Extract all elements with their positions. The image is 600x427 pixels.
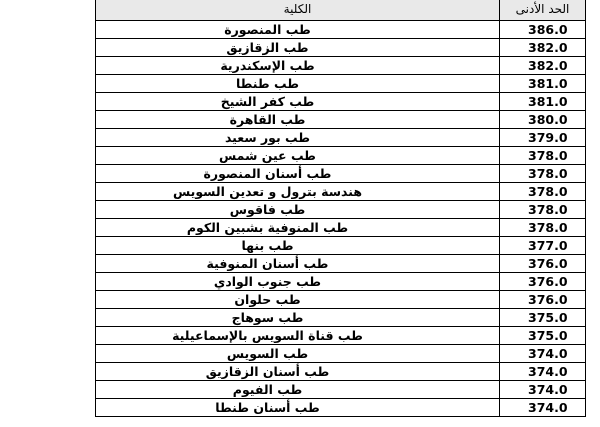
min-score-cell: 374.0 — [500, 381, 586, 399]
college-name-cell: طب الفيوم — [96, 381, 500, 399]
college-name-cell: طب سوهاج — [96, 309, 500, 327]
min-score-cell: 376.0 — [500, 255, 586, 273]
table-row — [96, 381, 586, 399]
min-score-cell: 380.0 — [500, 111, 586, 129]
admission-scores-table — [95, 0, 586, 417]
header-min-score: الحد الأدنى — [500, 0, 586, 21]
min-score-cell: 378.0 — [500, 183, 586, 201]
table-row — [96, 255, 586, 273]
table-row — [96, 165, 586, 183]
min-score-cell: 378.0 — [500, 147, 586, 165]
table-row — [96, 273, 586, 291]
table-header-row — [96, 0, 586, 21]
min-score-cell: 376.0 — [500, 273, 586, 291]
college-name-cell: طب عين شمس — [96, 147, 500, 165]
table-row — [96, 75, 586, 93]
table-row — [96, 129, 586, 147]
min-score-cell: 378.0 — [500, 165, 586, 183]
college-name-cell: طب جنوب الوادي — [96, 273, 500, 291]
college-name-cell: طب السويس — [96, 345, 500, 363]
college-name-cell: طب القاهرة — [96, 111, 500, 129]
college-name-cell: طب فاقوس — [96, 201, 500, 219]
min-score-cell: 376.0 — [500, 291, 586, 309]
admission-table-container — [95, 0, 585, 417]
table-row — [96, 291, 586, 309]
college-name-cell: طب الإسكندرية — [96, 57, 500, 75]
table-row — [96, 21, 586, 39]
min-score-cell: 379.0 — [500, 129, 586, 147]
min-score-cell: 382.0 — [500, 57, 586, 75]
min-score-cell: 381.0 — [500, 75, 586, 93]
college-name-cell: طب المنصورة — [96, 21, 500, 39]
min-score-cell: 374.0 — [500, 345, 586, 363]
college-name-cell: طب كفر الشيخ — [96, 93, 500, 111]
min-score-cell: 382.0 — [500, 39, 586, 57]
table-row — [96, 237, 586, 255]
min-score-cell: 377.0 — [500, 237, 586, 255]
table-row — [96, 39, 586, 57]
min-score-cell: 378.0 — [500, 201, 586, 219]
table-row — [96, 345, 586, 363]
college-name-cell: طب أسنان طنطا — [96, 399, 500, 417]
table-row — [96, 363, 586, 381]
college-name-cell: طب أسنان المنصورة — [96, 165, 500, 183]
table-row — [96, 111, 586, 129]
table-row — [96, 399, 586, 417]
college-name-cell: طب المنوفية بشبين الكوم — [96, 219, 500, 237]
header-college: الكلية — [96, 0, 500, 21]
college-name-cell: طب حلوان — [96, 291, 500, 309]
table-row — [96, 93, 586, 111]
college-name-cell: طب بور سعيد — [96, 129, 500, 147]
table-row — [96, 183, 586, 201]
table-row — [96, 327, 586, 345]
min-score-cell: 378.0 — [500, 219, 586, 237]
college-name-cell: طب أسنان الزقازيق — [96, 363, 500, 381]
min-score-cell: 375.0 — [500, 327, 586, 345]
min-score-cell: 374.0 — [500, 363, 586, 381]
table-row — [96, 147, 586, 165]
table-row — [96, 219, 586, 237]
min-score-cell: 374.0 — [500, 399, 586, 417]
college-name-cell: طب قناة السويس بالإسماعيلية — [96, 327, 500, 345]
college-name-cell: هندسة بترول و تعدين السويس — [96, 183, 500, 201]
college-name-cell: طب بنها — [96, 237, 500, 255]
min-score-cell: 375.0 — [500, 309, 586, 327]
table-row — [96, 309, 586, 327]
college-name-cell: طب طنطا — [96, 75, 500, 93]
college-name-cell: طب أسنان المنوفية — [96, 255, 500, 273]
table-row — [96, 57, 586, 75]
min-score-cell: 381.0 — [500, 93, 586, 111]
college-name-cell: طب الزقازيق — [96, 39, 500, 57]
table-row — [96, 201, 586, 219]
table-body — [96, 21, 586, 417]
min-score-cell: 386.0 — [500, 21, 586, 39]
